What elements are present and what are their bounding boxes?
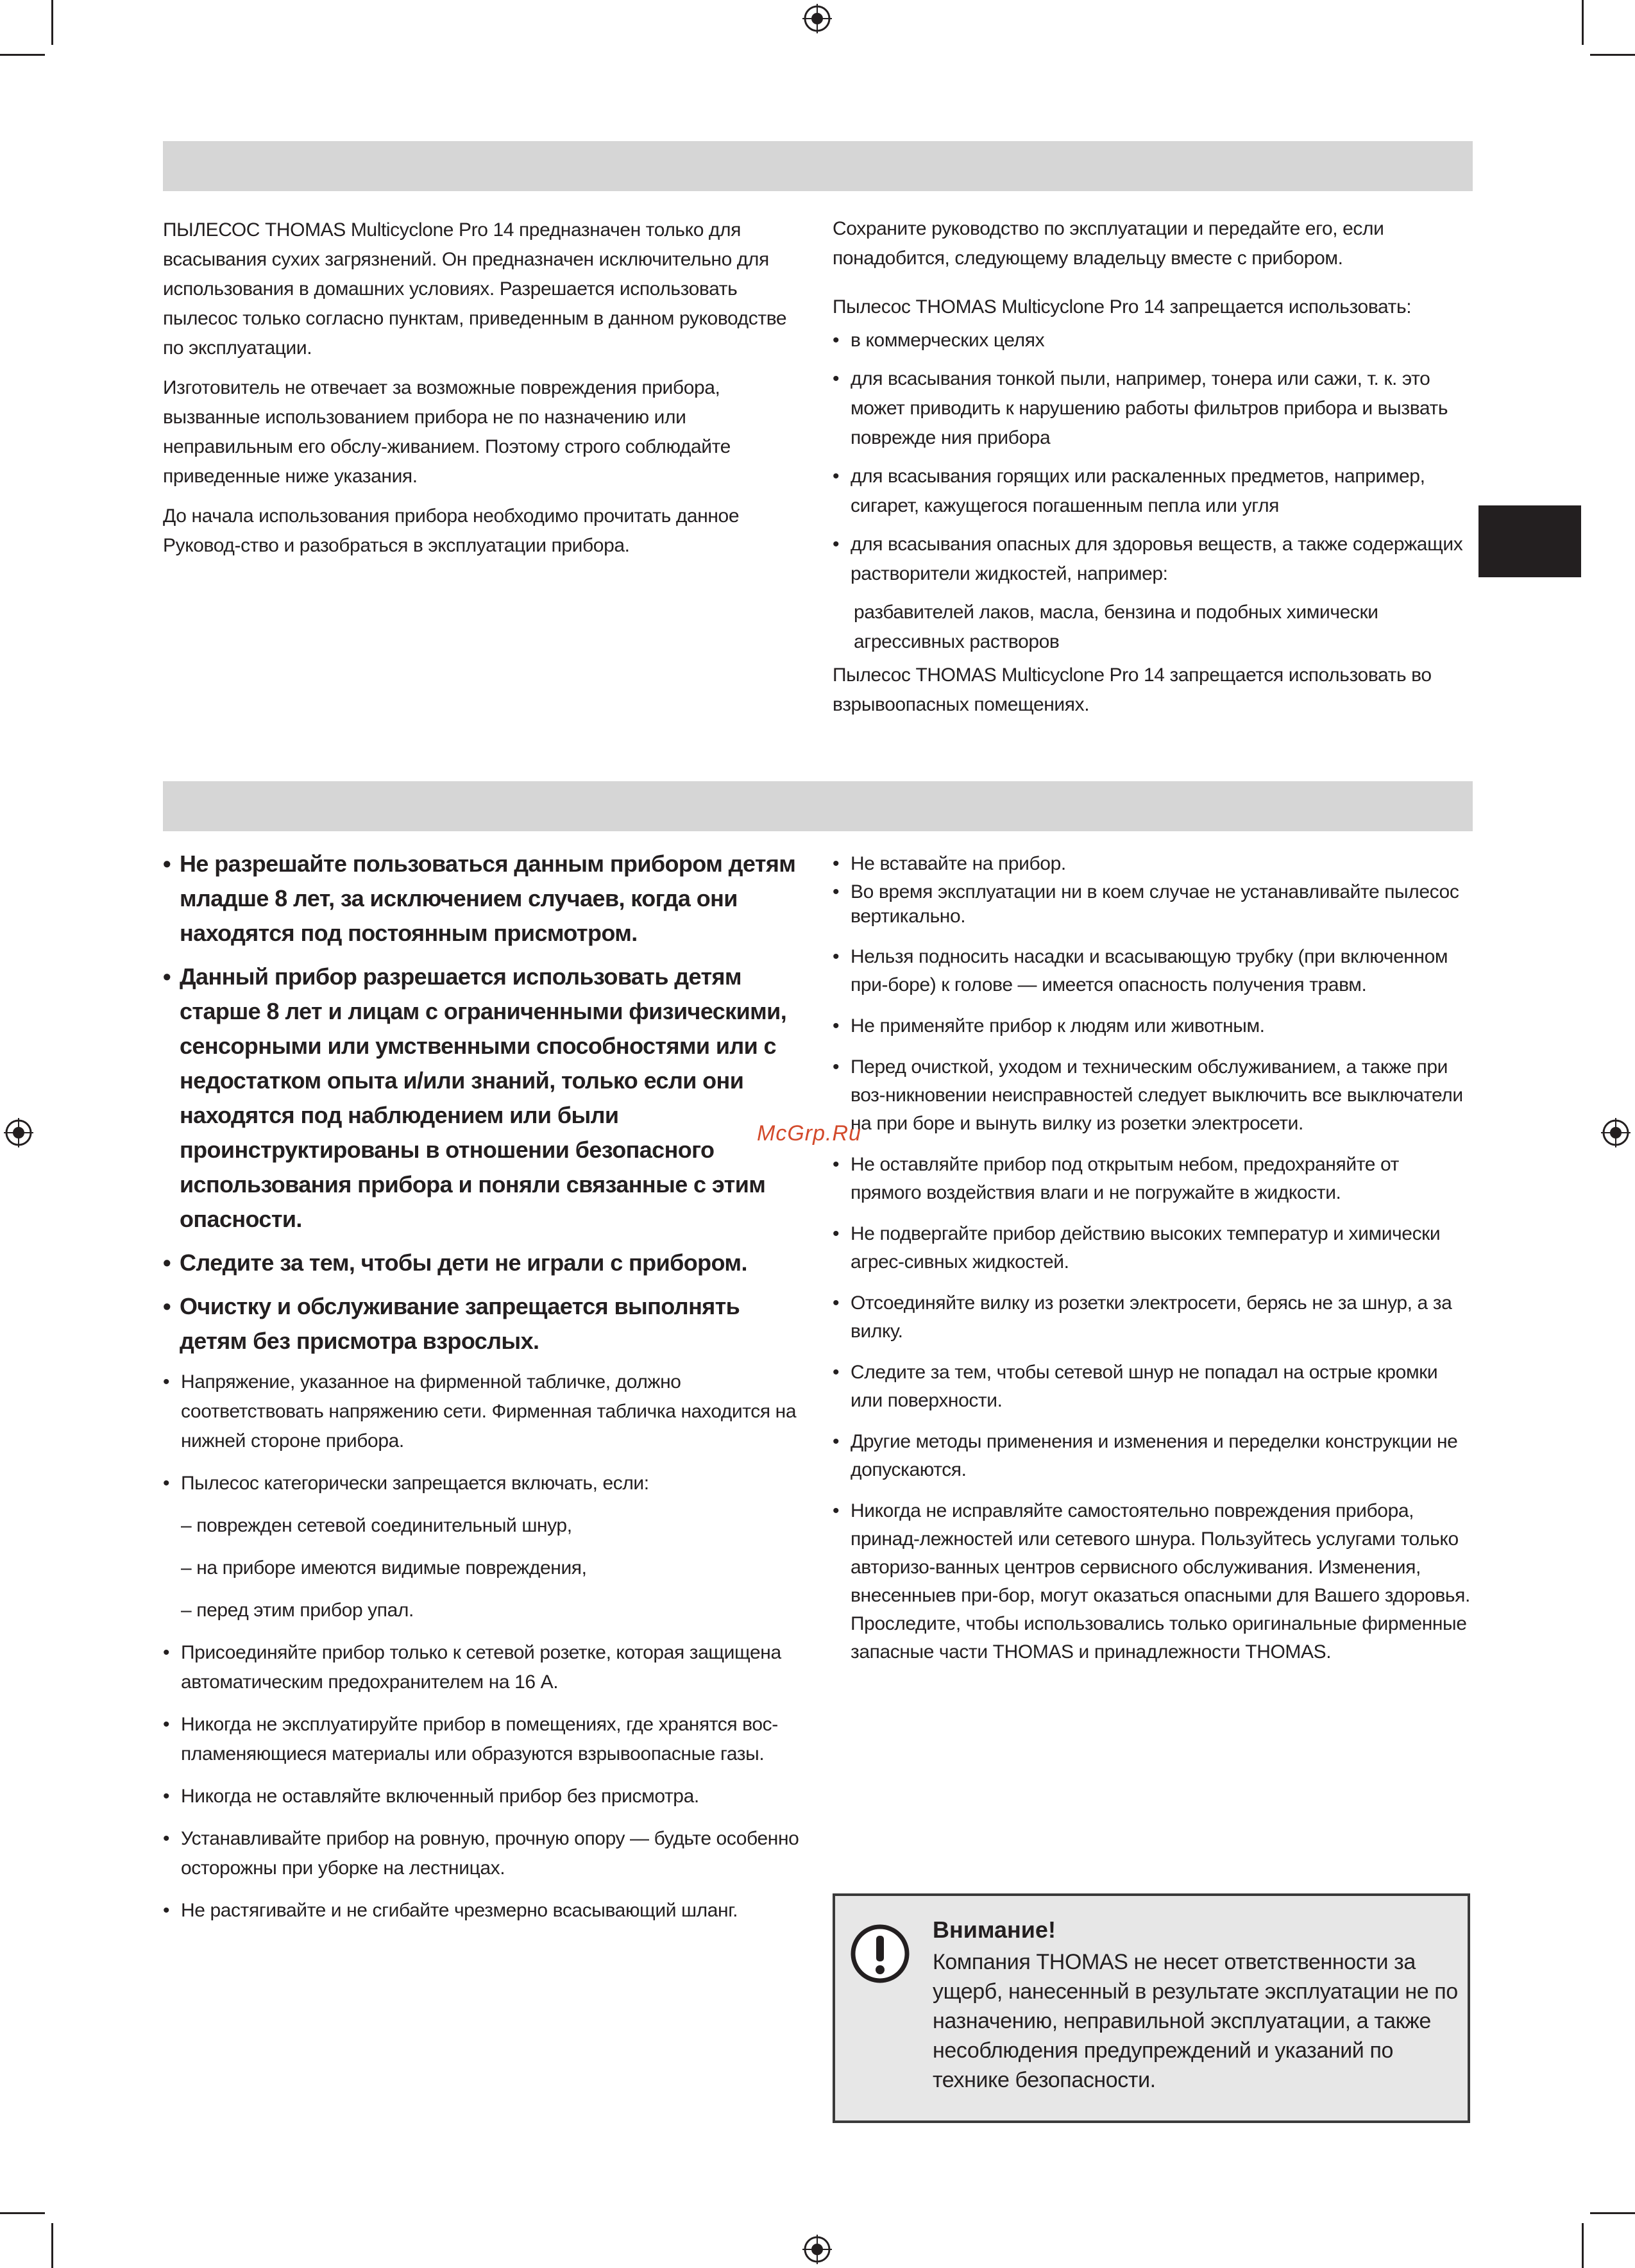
registration-mark-icon (802, 4, 832, 33)
section-header-band (163, 781, 1473, 831)
condition-item: – на приборе имеются видимые повреждения, (181, 1557, 587, 1578)
list-item: • для всасывания опасных для здоровья веществ, а также содержащих растворители жидкостей, например: (833, 530, 1470, 589)
chapter-tab (1478, 505, 1581, 577)
list-item: • для всасывания тонкой пыли, например, тонера или сажи, т. к. это может приводить к нарушению работы фильтров прибора и вызвать поврежде ния прибора (833, 364, 1470, 453)
list-item: • Устанавливайте прибор на ровную, прочную опору — будьте особенно осторожны при уборке на лестницах. (163, 1824, 804, 1883)
list-item: • Никогда не оставляйте включенный прибор без присмотра. (163, 1782, 804, 1811)
paragraph: Сохраните руководство по эксплуатации и передайте его, если понадобится, следующему владельцу вместе с прибором. (833, 218, 1384, 269)
exclamation-circle-icon (849, 1923, 911, 1985)
paragraph: ПЫЛЕСОС THOMAS Multicyclone Pro 14 предназначен только для всасывания сухих загрязнений. Он предназначен исключительно для использования в домашних условиях. Разрешается использовать пылесос только согласно пунктам, приведенным в данном руководстве по эксплуатации. (163, 219, 787, 359)
crop-mark (1582, 2223, 1584, 2268)
list-item: • Не вставайте на прибор. (833, 852, 1470, 876)
list-item: • Никогда не исправляйте самостоятельно повреждения прибора, принад-лежностей или сетевого шнура. Пользуйтесь услугами только авторизо-ванных центров сервисного обслуживания. Изменения, внесенныев при-бор, могут оказаться опасными для Вашего здоровья. Проследите, чтобы использовались только оригинальные фирменные запасные части THOMAS и принадлежности THOMAS. (833, 1497, 1470, 1666)
list-item: • Не разрешайте пользоваться данным прибором детям младше 8 лет, за исключением случаев, когда они находятся под постоянным присмотром. (163, 847, 804, 951)
condition-item: – перед этим прибор упал. (181, 1600, 414, 1621)
section2-left-column (163, 847, 804, 1938)
paragraph: До начала использования прибора необходимо прочитать данное Руковод-ство и разобраться в эксплуатации прибора. (163, 505, 740, 556)
list-item: • Во время эксплуатации ни в коем случае не устанавливайте пылесос вертикально. (833, 880, 1470, 929)
list-item: • в коммерческих целях (833, 326, 1470, 355)
safety-list (163, 1638, 804, 1925)
list-item: • Не оставляйте прибор под открытым небом, предохраняйте от прямого воздействия влаги и не погружайте в жидкости. (833, 1151, 1470, 1207)
crop-mark (0, 54, 45, 56)
children-safety-list (163, 847, 804, 1358)
paragraph: Изготовитель не отвечает за возможные повреждения прибора, вызванные использованием прибора не по назначению или неправильным его обслу-живанием. Поэтому строго соблюдайте приведенные ниже указания. (163, 377, 731, 487)
list-item: • Следите за тем, чтобы сетевой шнур не попадал на острые кромки или поверхности. (833, 1358, 1470, 1415)
safety-list (163, 1367, 804, 1498)
list-item: • Перед очисткой, уходом и техническим обслуживанием, а также при воз-никновении неисправностей следует выключить все выключатели на при боре и вынуть вилку из розетки электросети. (833, 1053, 1470, 1138)
warning-title: Внимание! (933, 1917, 1056, 1943)
section-header-band (163, 141, 1473, 191)
list-item: • Очистку и обслуживание запрещается выполнять детям без присмотра взрослых. (163, 1289, 804, 1358)
list-item: • Не подвергайте прибор действию высоких температур и химически агрес-сивных жидкостей. (833, 1220, 1470, 1276)
forbidden-list (833, 326, 1470, 589)
condition-item: – поврежден сетевой соединительный шнур, (181, 1515, 572, 1536)
list-item: • Следите за тем, чтобы дети не играли с прибором. (163, 1246, 804, 1280)
list-item: • для всасывания горящих или раскаленных предметов, например, сигарет, кажущегося погашенным пепла или угля (833, 462, 1470, 521)
list-item: • Другие методы применения и изменения и переделки конструкции не допускаются. (833, 1428, 1470, 1484)
crop-mark (0, 2212, 45, 2214)
safety-list (833, 943, 1470, 1666)
list-item: • Пылесос категорически запрещается включать, если: (163, 1469, 804, 1498)
crop-mark (1582, 0, 1584, 45)
crop-mark (1590, 54, 1635, 56)
warning-box (833, 1893, 1470, 2123)
list-item: • Не применяйте прибор к людям или животным. (833, 1012, 1470, 1040)
list-item: • Не растягивайте и не сгибайте чрезмерно всасывающий шланг. (163, 1896, 804, 1925)
registration-mark-icon (802, 2235, 832, 2264)
paragraph: Пылесос THOMAS Multicyclone Pro 14 запрещается использовать: (833, 296, 1412, 317)
section2-right-column (833, 852, 1470, 1679)
list-item: • Данный прибор разрешается использовать детям старше 8 лет и лицам с ограниченными физическими, сенсорными или умственными способностями или с недостатком опыта и/или знаний, только если они находятся под наблюдением или были проинструктированы в отношении безопасного использования прибора и поняли связанные с этим опасности. (163, 960, 804, 1237)
registration-mark-icon (4, 1118, 33, 1147)
paragraph: разбавителей лаков, масла, бензина и подобных химически агрессивных растворов (854, 602, 1378, 652)
section1-left-column (163, 216, 798, 571)
safety-list-top (833, 852, 1470, 929)
watermark: McGrp.Ru (757, 1121, 861, 1146)
list-item: • Напряжение, указанное на фирменной табличке, должно соответствовать напряжению сети. Фирменная табличка находится на нижней стороне прибора. (163, 1367, 804, 1456)
list-item: • Никогда не эксплуатируйте прибор в помещениях, где хранятся вос-пламеняющиеся материалы или образуются взрывоопасные газы. (163, 1710, 804, 1769)
section1-right-column (833, 214, 1470, 730)
crop-mark (51, 0, 53, 45)
paragraph: Пылесос THOMAS Multicyclone Pro 14 запрещается использовать во взрывоопасных помещениях. (833, 664, 1432, 715)
list-item: • Нельзя подносить насадки и всасывающую трубку (при включенном при-боре) к голове — имеется опасность получения травм. (833, 943, 1470, 999)
crop-mark (51, 2223, 53, 2268)
warning-text: Компания THOMAS не несет ответственности за ущерб, нанесенный в результате эксплуатации не по назначению, неправильной эксплуатации, а также несоблюдения предупреждений и указаний по технике безопасности. (933, 1950, 1458, 2092)
crop-mark (1590, 2212, 1635, 2214)
registration-mark-icon (1601, 1118, 1631, 1147)
list-item: • Отсоединяйте вилку из розетки электросети, берясь не за шнур, а за вилку. (833, 1289, 1470, 1346)
list-item: • Присоединяйте прибор только к сетевой розетке, которая защищена автоматическим предохранителем на 16 А. (163, 1638, 804, 1697)
